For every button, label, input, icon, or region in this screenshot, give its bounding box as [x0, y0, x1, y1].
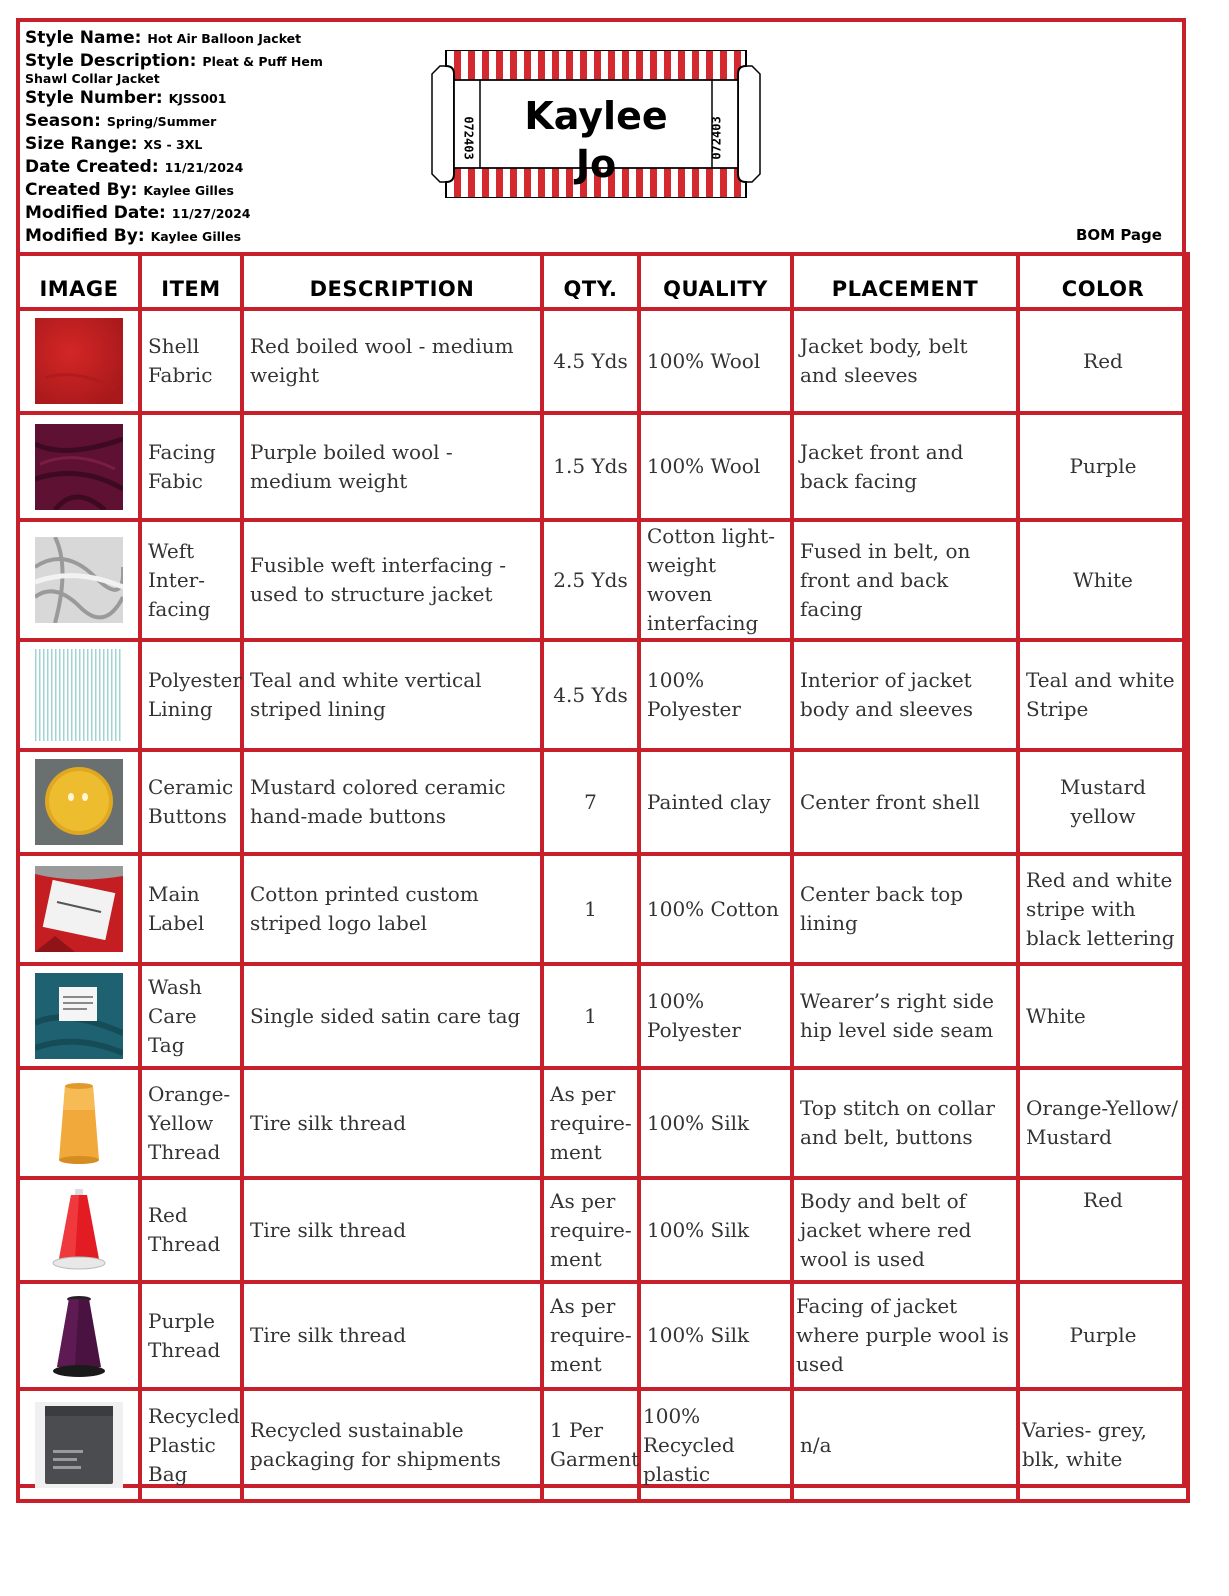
- purple-thread-spool: [35, 1293, 123, 1379]
- image-cell: [18, 1068, 140, 1178]
- table-header-row: [18, 254, 1188, 309]
- description-cell: Tire silk thread: [242, 1068, 542, 1178]
- quality-cell: 100% Wool: [639, 309, 792, 413]
- qty-cell: As per require-ment: [542, 1282, 639, 1389]
- qty-cell: 4.5 Yds: [542, 640, 639, 750]
- color-cell: Red: [1018, 309, 1188, 413]
- ticket-number-right: 072403: [709, 116, 724, 160]
- image-cell: [18, 1389, 140, 1501]
- column-header-quality: QUALITY: [639, 254, 792, 309]
- placement-cell: Center front shell: [792, 750, 1018, 854]
- size-range-line: [25, 133, 425, 156]
- quality-cell: 100% Silk: [639, 1068, 792, 1178]
- image-cell: [18, 413, 140, 520]
- table-row: [18, 309, 1188, 413]
- image-cell: [18, 640, 140, 750]
- style-info-block: [25, 27, 425, 248]
- table-row: [18, 1178, 1188, 1282]
- column-header-qty: QTY.: [542, 254, 639, 309]
- table-row: [18, 750, 1188, 854]
- item-cell: Shell Fabric: [140, 309, 242, 413]
- description-cell: Single sided satin care tag: [242, 964, 542, 1068]
- table-row: [18, 964, 1188, 1068]
- qty-cell: 1.5 Yds: [542, 413, 639, 520]
- date-created-value: 11/21/2024: [164, 160, 244, 175]
- item-cell: Polyester Lining: [140, 640, 242, 750]
- description-cell: Cotton printed custom striped logo label: [242, 854, 542, 964]
- modified-by-line: [25, 225, 425, 248]
- placement-cell: n/a: [792, 1389, 1018, 1501]
- item-cell: Main Label: [140, 854, 242, 964]
- column-header-description: DESCRIPTION: [242, 254, 542, 309]
- quality-cell: 100% Cotton: [639, 854, 792, 964]
- color-cell: Orange-Yellow/ Mustard: [1018, 1068, 1188, 1178]
- description-cell: Purple boiled wool - medium weight: [242, 413, 542, 520]
- image-cell: [18, 520, 140, 640]
- care-tag-photo: [35, 973, 123, 1059]
- brand-logo-text: [478, 92, 714, 188]
- mustard-button-photo: [35, 759, 123, 845]
- placement-cell: Top stitch on collar and belt, buttons: [792, 1068, 1018, 1178]
- quality-cell: Painted clay: [639, 750, 792, 854]
- orange-thread-spool: [35, 1080, 123, 1166]
- modified-date-line: [25, 202, 425, 225]
- qty-cell: As per require-ment: [542, 1068, 639, 1178]
- column-header-placement: PLACEMENT: [792, 254, 1018, 309]
- season-label: Season:: [25, 111, 101, 131]
- style-description-line-2: Shawl Collar Jacket: [25, 71, 160, 86]
- date-created-label: Date Created:: [25, 157, 159, 177]
- color-cell: Mustard yellow: [1018, 750, 1188, 854]
- color-cell: Varies- grey, blk, white: [1018, 1389, 1188, 1501]
- white-interfacing-swatch: [35, 537, 123, 623]
- quality-cell: 100% Polyester: [639, 964, 792, 1068]
- description-cell: Red boiled wool - medium weight: [242, 309, 542, 413]
- ticket-number-left: 072403: [461, 116, 476, 160]
- color-cell: Red: [1018, 1178, 1188, 1282]
- table-row: [18, 640, 1188, 750]
- item-cell: Weft Inter-facing: [140, 520, 242, 640]
- placement-cell: Body and belt of jacket where red wool is used: [792, 1178, 1018, 1282]
- style-description-label: Style Description:: [25, 51, 197, 71]
- color-cell: Purple: [1018, 413, 1188, 520]
- item-cell: Ceramic Buttons: [140, 750, 242, 854]
- item-cell: Recycled Plastic Bag: [140, 1389, 242, 1501]
- placement-cell: Fused in belt, on front and back facing: [792, 520, 1018, 640]
- placement-cell: Jacket front and back facing: [792, 413, 1018, 520]
- placement-cell: Jacket body, belt and sleeves: [792, 309, 1018, 413]
- description-cell: Fusible weft interfacing - used to structure jacket: [242, 520, 542, 640]
- table-row: [18, 520, 1188, 640]
- size-range-label: Size Range:: [25, 134, 138, 154]
- modified-by-value: Kaylee Gilles: [150, 229, 242, 244]
- image-cell: [18, 964, 140, 1068]
- image-cell: [18, 1282, 140, 1389]
- table-row: [18, 854, 1188, 964]
- image-cell: [18, 309, 140, 413]
- description-cell: Tire silk thread: [242, 1282, 542, 1389]
- column-header-image: IMAGE: [18, 254, 140, 309]
- placement-cell: Wearer’s right side hip level side seam: [792, 964, 1018, 1068]
- table-row: [18, 1282, 1188, 1389]
- item-cell: Facing Fabic: [140, 413, 242, 520]
- image-cell: [18, 854, 140, 964]
- color-cell: Purple: [1018, 1282, 1188, 1389]
- brand-name-line-2: Jo: [575, 142, 617, 186]
- main-label-photo: [35, 866, 123, 952]
- item-cell: Wash Care Tag: [140, 964, 242, 1068]
- brand-name-line-1: Kaylee: [524, 94, 668, 138]
- color-cell: Teal and white Stripe: [1018, 640, 1188, 750]
- image-cell: [18, 750, 140, 854]
- bom-table: [16, 252, 1190, 1503]
- season-line: [25, 110, 425, 133]
- date-created-line: [25, 156, 425, 179]
- item-cell: Purple Thread: [140, 1282, 242, 1389]
- red-thread-spool: [35, 1187, 123, 1273]
- qty-cell: As per require-ment: [542, 1178, 639, 1282]
- recycled-bag-photo: [35, 1402, 123, 1488]
- table-row: [18, 1389, 1188, 1501]
- description-cell: Teal and white vertical striped lining: [242, 640, 542, 750]
- modified-by-label: Modified By:: [25, 226, 145, 246]
- qty-cell: 1: [542, 854, 639, 964]
- quality-cell: Cotton light-weight woven interfacing: [639, 520, 792, 640]
- qty-cell: 4.5 Yds: [542, 309, 639, 413]
- style-description-value: Pleat & Puff Hem: [202, 54, 323, 69]
- description-cell: Mustard colored ceramic hand-made buttons: [242, 750, 542, 854]
- column-header-color: COLOR: [1018, 254, 1188, 309]
- item-cell: Red Thread: [140, 1178, 242, 1282]
- red-wool-swatch: [35, 318, 123, 404]
- color-cell: White: [1018, 964, 1188, 1068]
- style-number-value: KJSS001: [168, 91, 227, 106]
- quality-cell: 100% Silk: [639, 1282, 792, 1389]
- page-label: BOM Page: [1076, 226, 1162, 244]
- style-name-line: [25, 27, 425, 50]
- placement-cell: Center back top lining: [792, 854, 1018, 964]
- placement-cell: Interior of jacket body and sleeves: [792, 640, 1018, 750]
- style-name-value: Hot Air Balloon Jacket: [147, 31, 302, 46]
- qty-cell: 1: [542, 964, 639, 1068]
- image-cell: [18, 1178, 140, 1282]
- created-by-value: Kaylee Gilles: [143, 183, 234, 198]
- description-cell: Recycled sustainable packaging for shipments: [242, 1389, 542, 1501]
- quality-cell: 100% Recycled plastic: [639, 1389, 792, 1501]
- qty-cell: 2.5 Yds: [542, 520, 639, 640]
- created-by-label: Created By:: [25, 180, 138, 200]
- item-cell: Orange-Yellow Thread: [140, 1068, 242, 1178]
- color-cell: Red and white stripe with black lettering: [1018, 854, 1188, 964]
- placement-cell: Facing of jacket where purple wool is used: [792, 1282, 1018, 1389]
- style-name-label: Style Name:: [25, 28, 142, 48]
- modified-date-label: Modified Date:: [25, 203, 166, 223]
- qty-cell: 1 Per Garment: [542, 1389, 639, 1501]
- quality-cell: 100% Wool: [639, 413, 792, 520]
- table-row: [18, 1068, 1188, 1178]
- quality-cell: 100% Polyester: [639, 640, 792, 750]
- table-row: [18, 413, 1188, 520]
- style-number-label: Style Number:: [25, 88, 163, 108]
- modified-date-value: 11/27/2024: [171, 206, 251, 221]
- color-cell: White: [1018, 520, 1188, 640]
- size-range-value: XS - 3XL: [143, 137, 203, 152]
- description-cell: Tire silk thread: [242, 1178, 542, 1282]
- column-header-item: ITEM: [140, 254, 242, 309]
- purple-wool-swatch: [35, 424, 123, 510]
- teal-stripe-swatch: [35, 649, 123, 741]
- qty-cell: 7: [542, 750, 639, 854]
- season-value: Spring/Summer: [106, 114, 217, 129]
- style-number-line: [25, 87, 425, 110]
- quality-cell: 100% Silk: [639, 1178, 792, 1282]
- created-by-line: [25, 179, 425, 202]
